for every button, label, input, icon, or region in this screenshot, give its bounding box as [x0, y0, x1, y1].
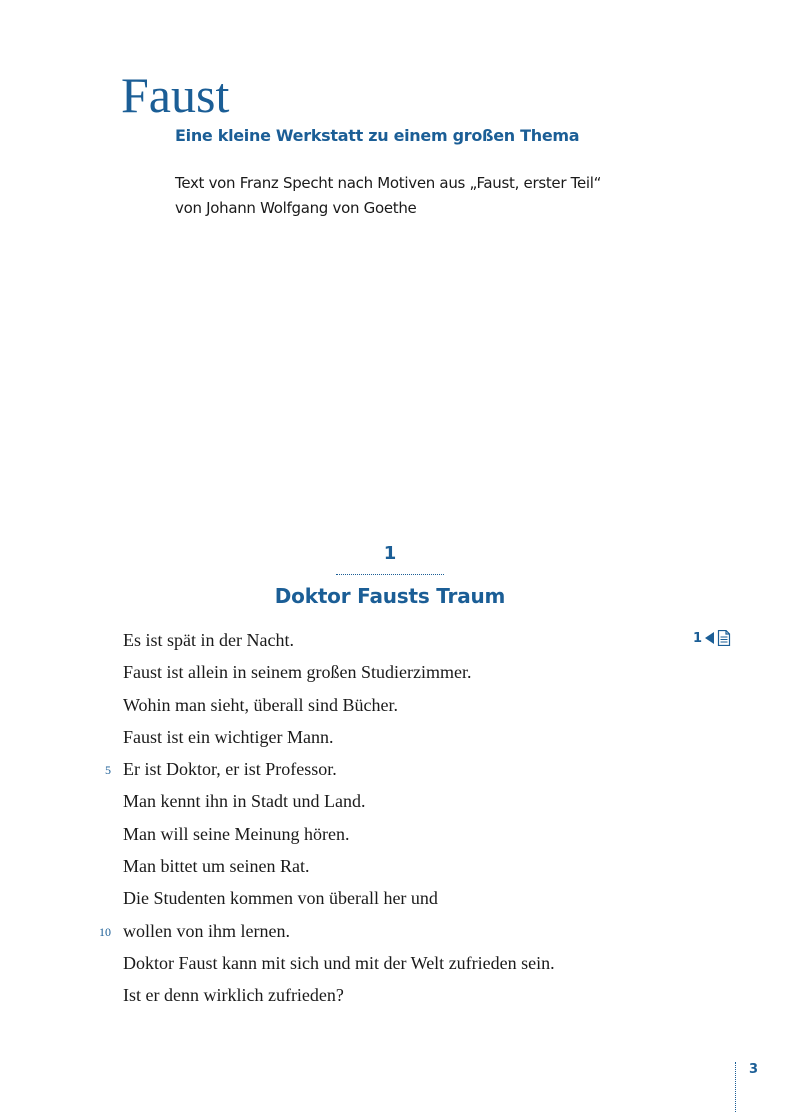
line-number: 5: [105, 763, 111, 778]
verse-line-text: Man kennt ihn in Stadt und Land.: [123, 791, 366, 812]
audio-track-marker[interactable]: [693, 630, 731, 646]
verse-line: [123, 656, 555, 688]
verse-line: [123, 689, 555, 721]
chapter-title: Doktor Fausts Traum: [274, 584, 506, 608]
verse-line: [123, 785, 555, 817]
verse-text: [99, 624, 555, 1012]
verse-line: [123, 947, 555, 979]
chapter-divider: [336, 574, 444, 575]
play-left-triangle-icon: [705, 632, 714, 644]
chapter-number: 1: [383, 543, 397, 564]
verse-line: [123, 882, 555, 914]
track-number: 1: [693, 630, 703, 646]
verse-line-text: Man will seine Meinung hören.: [123, 823, 350, 844]
verse-line-text: Faust ist ein wichtiger Mann.: [123, 726, 334, 747]
credit-line: Text von Franz Specht nach Motiven aus „Faust, erster Teil“: [175, 174, 602, 192]
verse-line-text: wollen von ihm lernen.: [123, 920, 290, 941]
verse-line: [105, 753, 555, 785]
verse-line-text: Doktor Faust kann mit sich und mit der Welt zufrieden sein.: [123, 952, 555, 973]
author-credit: [175, 171, 601, 221]
verse-line-text: Ist er denn wirklich zufrieden?: [123, 985, 344, 1006]
verse-line-text: Man bittet um seinen Rat.: [123, 856, 310, 877]
verse-line: [99, 915, 555, 947]
document-icon: [717, 630, 731, 646]
verse-line: [123, 850, 555, 882]
book-title: Faust: [121, 67, 230, 123]
credit-line: von Johann Wolfgang von Goethe: [175, 199, 417, 217]
verse-line-text: Es ist spät in der Nacht.: [123, 630, 294, 650]
verse-line-text: Die Studenten kommen von überall her und: [123, 888, 438, 909]
verse-line-text: Er ist Doktor, er ist Professor.: [123, 759, 337, 780]
verse-line: [123, 979, 555, 1011]
book-subtitle: Eine kleine Werkstatt zu einem großen Thema: [175, 126, 580, 145]
verse-line: [123, 818, 555, 850]
line-number: 10: [99, 924, 111, 939]
page-number-divider: [735, 1062, 736, 1112]
verse-line-text: Faust ist allein in seinem großen Studierzimmer.: [123, 662, 472, 683]
verse-line-text: Wohin man sieht, überall sind Bücher.: [123, 694, 399, 715]
page-number: 3: [749, 1062, 759, 1077]
verse-line: [123, 721, 555, 753]
verse-line: [123, 624, 555, 656]
